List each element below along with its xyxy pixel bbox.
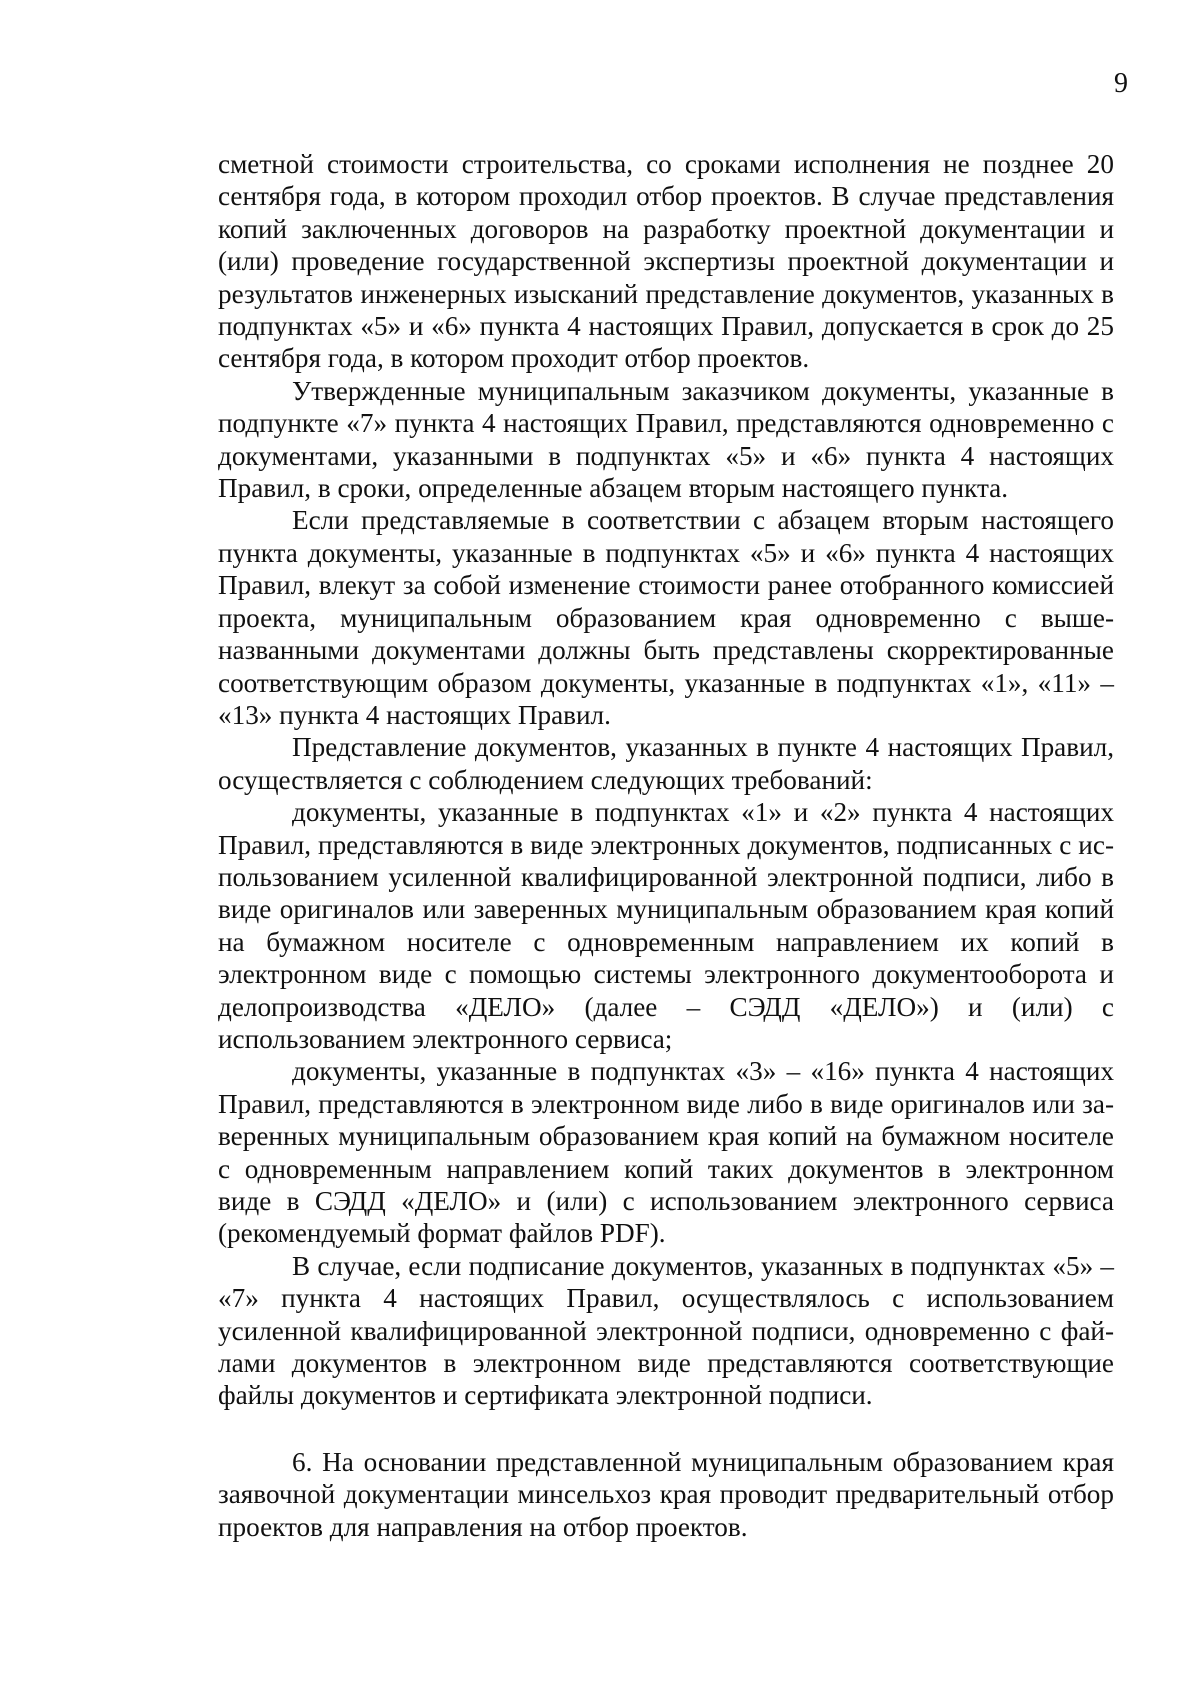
paragraph-signature-files: В случае, если подписание документов, указанных в подпунктах «5» – «7» пункта 4 настоящих Правил, осуществлялось с использованием усиленной квалифицированной электронной подписи, одновременно с файлами документов в электронном виде представляются соответствующие файлы документов и сертификата электронной подписи. bbox=[218, 1250, 1114, 1411]
paragraph-cost-change: Если представляемые в соответствии с абзацем вторым настоящего пункта документы, указанные в подпунктах «5» и «6» пункта 4 настоящих Правил, влекут за собой изменение стоимости ранее отобранного комиссией проекта, муниципальным образованием края одновременно с вышеназванными документами должны быть представлены скорректированные соответствующим образом документы, указанные в подпунктах «1», «11» – «13» пункта 4 настоящих Правил. bbox=[218, 505, 1114, 730]
paragraph-submission-requirements: Представление документов, указанных в пункте 4 настоящих Правил, осуществляется с соблюдением следующих требований: bbox=[218, 732, 1114, 795]
paragraph-item-6: 6. На основании представленной муниципальным образованием края заявочной документации минсельхоз края проводит предварительный отбор проектов для направления на отбор проектов. bbox=[218, 1446, 1114, 1542]
paragraph-continuation: сметной стоимости строительства, со сроками исполнения не позднее 20 сентября года, в котором проходил отбор проектов. В случае представления копий заключенных договоров на разработку проектной документации и (или) проведение государственной экспертизы проектной документации и результатов инженерных изысканий представление документов, указанных в подпунктах «5» и «6» пункта 4 настоящих Правил, допускается в срок до 25 сентября года, в котором проходит отбор проектов. bbox=[218, 149, 1114, 374]
page-number: 9 bbox=[1114, 68, 1128, 99]
document-body bbox=[218, 148, 1114, 1543]
paragraph-requirement-3-16: документы, указанные в подпунктах «3» – «16» пункта 4 настоящих Правил, представляются в электронном виде либо в виде оригиналов или заверенных муниципальным образованием края копий на бумажном носителе с одновременным направлением копий таких документов в электронном виде в СЭДД «ДЕЛО» и (или) с использованием электронного сервиса (рекомендуемый формат файлов PDF). bbox=[218, 1056, 1114, 1249]
paragraph-approved-documents: Утвержденные муниципальным заказчиком документы, указанные в подпункте «7» пункта 4 настоящих Правил, представляются одновременно с документами, указанными в подпунктах «5» и «6» пункта 4 настоящих Правил, в сроки, определенные абзацем вторым настоящего пункта. bbox=[218, 375, 1114, 504]
paragraph-requirement-1-2: документы, указанные в подпунктах «1» и «2» пункта 4 настоящих Правил, представляются в виде электронных документов, подписанных с использованием усиленной квалифицированной электронной подписи, либо в виде оригиналов или заверенных муниципальным образованием края копий на бумажном носителе с одновременным направлением их копий в электронном виде с помощью системы электронного документооборота и делопроизводства «ДЕЛО» (далее – СЭДД «ДЕЛО») и (или) с использованием электронного сервиса; bbox=[218, 797, 1114, 1054]
